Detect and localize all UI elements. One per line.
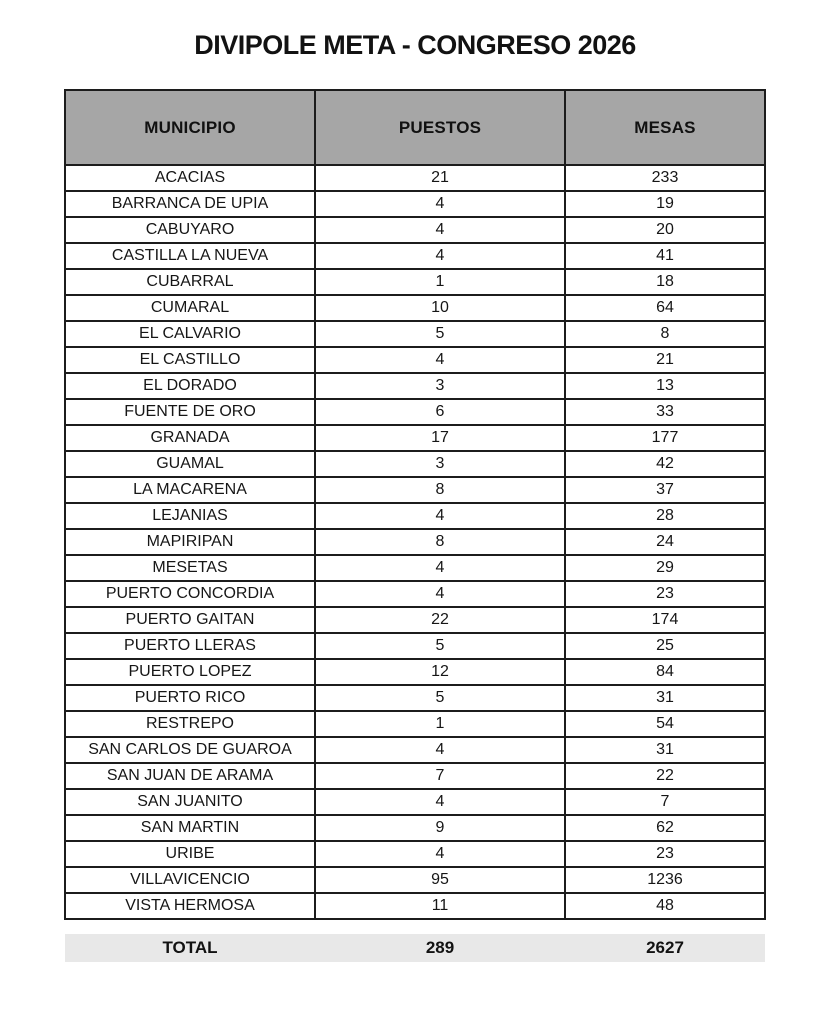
puestos-cell: 5	[315, 321, 565, 347]
puestos-cell: 3	[315, 451, 565, 477]
puestos-cell: 1	[315, 269, 565, 295]
municipio-cell: MAPIRIPAN	[65, 529, 315, 555]
table-row	[65, 815, 765, 841]
table-row	[65, 529, 765, 555]
puestos-cell: 12	[315, 659, 565, 685]
municipio-cell: RESTREPO	[65, 711, 315, 737]
puestos-cell: 4	[315, 789, 565, 815]
municipio-cell: URIBE	[65, 841, 315, 867]
puestos-cell: 4	[315, 503, 565, 529]
municipio-cell: GRANADA	[65, 425, 315, 451]
table-row	[65, 477, 765, 503]
table-row	[65, 295, 765, 321]
mesas-cell: 64	[565, 295, 765, 321]
mesas-cell: 48	[565, 893, 765, 919]
municipio-cell: SAN CARLOS DE GUAROA	[65, 737, 315, 763]
table-row	[65, 685, 765, 711]
mesas-cell: 20	[565, 217, 765, 243]
puestos-cell: 10	[315, 295, 565, 321]
table-row	[65, 425, 765, 451]
mesas-cell: 233	[565, 165, 765, 191]
municipio-cell: PUERTO RICO	[65, 685, 315, 711]
puestos-cell: 9	[315, 815, 565, 841]
municipio-cell: BARRANCA DE UPIA	[65, 191, 315, 217]
puestos-cell: 17	[315, 425, 565, 451]
puestos-cell: 7	[315, 763, 565, 789]
puestos-cell: 8	[315, 529, 565, 555]
column-header-municipio: MUNICIPIO	[65, 90, 315, 165]
municipio-cell: EL CASTILLO	[65, 347, 315, 373]
table-row	[65, 243, 765, 269]
municipio-cell: LEJANIAS	[65, 503, 315, 529]
mesas-cell: 24	[565, 529, 765, 555]
total-mesas-value: 2627	[646, 938, 684, 957]
municipio-cell: LA MACARENA	[65, 477, 315, 503]
mesas-cell: 84	[565, 659, 765, 685]
table-row	[65, 373, 765, 399]
table-row	[65, 503, 765, 529]
mesas-cell: 31	[565, 685, 765, 711]
municipio-cell: GUAMAL	[65, 451, 315, 477]
municipio-cell: CASTILLA LA NUEVA	[65, 243, 315, 269]
puestos-cell: 1	[315, 711, 565, 737]
table-row	[65, 659, 765, 685]
municipio-cell: SAN JUANITO	[65, 789, 315, 815]
puestos-cell: 5	[315, 633, 565, 659]
table-row	[65, 321, 765, 347]
total-label: TOTAL	[162, 938, 218, 957]
mesas-cell: 42	[565, 451, 765, 477]
municipio-cell: VILLAVICENCIO	[65, 867, 315, 893]
table-row	[65, 581, 765, 607]
table-row	[65, 347, 765, 373]
mesas-cell: 177	[565, 425, 765, 451]
mesas-cell: 174	[565, 607, 765, 633]
puestos-cell: 21	[315, 165, 565, 191]
mesas-cell: 1236	[565, 867, 765, 893]
municipio-cell: SAN JUAN DE ARAMA	[65, 763, 315, 789]
municipio-cell: SAN MARTIN	[65, 815, 315, 841]
mesas-cell: 22	[565, 763, 765, 789]
municipio-cell: ACACIAS	[65, 165, 315, 191]
puestos-cell: 6	[315, 399, 565, 425]
mesas-cell: 13	[565, 373, 765, 399]
municipio-cell: PUERTO LLERAS	[65, 633, 315, 659]
mesas-cell: 23	[565, 841, 765, 867]
puestos-cell: 4	[315, 581, 565, 607]
mesas-cell: 7	[565, 789, 765, 815]
table-row	[65, 893, 765, 919]
puestos-cell: 95	[315, 867, 565, 893]
municipio-cell: VISTA HERMOSA	[65, 893, 315, 919]
puestos-cell: 5	[315, 685, 565, 711]
puestos-cell: 4	[315, 347, 565, 373]
table-row	[65, 607, 765, 633]
puestos-cell: 4	[315, 555, 565, 581]
puestos-cell: 3	[315, 373, 565, 399]
puestos-cell: 4	[315, 217, 565, 243]
mesas-cell: 29	[565, 555, 765, 581]
page-title: DIVIPOLE META - CONGRESO 2026	[194, 30, 636, 60]
table-row	[65, 165, 765, 191]
table-row	[65, 555, 765, 581]
table-row	[65, 451, 765, 477]
puestos-cell: 4	[315, 243, 565, 269]
mesas-cell: 37	[565, 477, 765, 503]
table-row	[65, 711, 765, 737]
mesas-cell: 21	[565, 347, 765, 373]
table-body	[65, 165, 765, 919]
puestos-cell: 11	[315, 893, 565, 919]
mesas-cell: 18	[565, 269, 765, 295]
mesas-cell: 23	[565, 581, 765, 607]
mesas-cell: 33	[565, 399, 765, 425]
municipio-cell: CABUYARO	[65, 217, 315, 243]
mesas-cell: 25	[565, 633, 765, 659]
municipio-cell: MESETAS	[65, 555, 315, 581]
puestos-cell: 4	[315, 737, 565, 763]
municipio-cell: PUERTO GAITAN	[65, 607, 315, 633]
column-header-mesas: MESAS	[565, 90, 765, 165]
table-row	[65, 841, 765, 867]
table-row	[65, 867, 765, 893]
mesas-cell: 8	[565, 321, 765, 347]
mesas-cell: 41	[565, 243, 765, 269]
total-row	[65, 934, 765, 962]
municipio-cell: CUBARRAL	[65, 269, 315, 295]
municipio-cell: PUERTO LOPEZ	[65, 659, 315, 685]
municipio-cell: PUERTO CONCORDIA	[65, 581, 315, 607]
header-row	[65, 90, 765, 165]
puestos-cell: 4	[315, 191, 565, 217]
table-row	[65, 633, 765, 659]
municipio-cell: EL DORADO	[65, 373, 315, 399]
mesas-cell: 19	[565, 191, 765, 217]
mesas-cell: 28	[565, 503, 765, 529]
mesas-cell: 62	[565, 815, 765, 841]
table-row	[65, 399, 765, 425]
table-row	[65, 217, 765, 243]
puestos-cell: 22	[315, 607, 565, 633]
mesas-cell: 31	[565, 737, 765, 763]
table-row	[65, 269, 765, 295]
mesas-cell: 54	[565, 711, 765, 737]
total-puestos-value: 289	[425, 938, 455, 957]
table-row	[65, 763, 765, 789]
municipio-cell: EL CALVARIO	[65, 321, 315, 347]
column-header-puestos: PUESTOS	[315, 90, 565, 165]
puestos-cell: 8	[315, 477, 565, 503]
table-row	[65, 789, 765, 815]
municipio-cell: FUENTE DE ORO	[65, 399, 315, 425]
table-row	[65, 191, 765, 217]
municipio-cell: CUMARAL	[65, 295, 315, 321]
divipole-table	[64, 89, 766, 920]
puestos-cell: 4	[315, 841, 565, 867]
table-row	[65, 737, 765, 763]
